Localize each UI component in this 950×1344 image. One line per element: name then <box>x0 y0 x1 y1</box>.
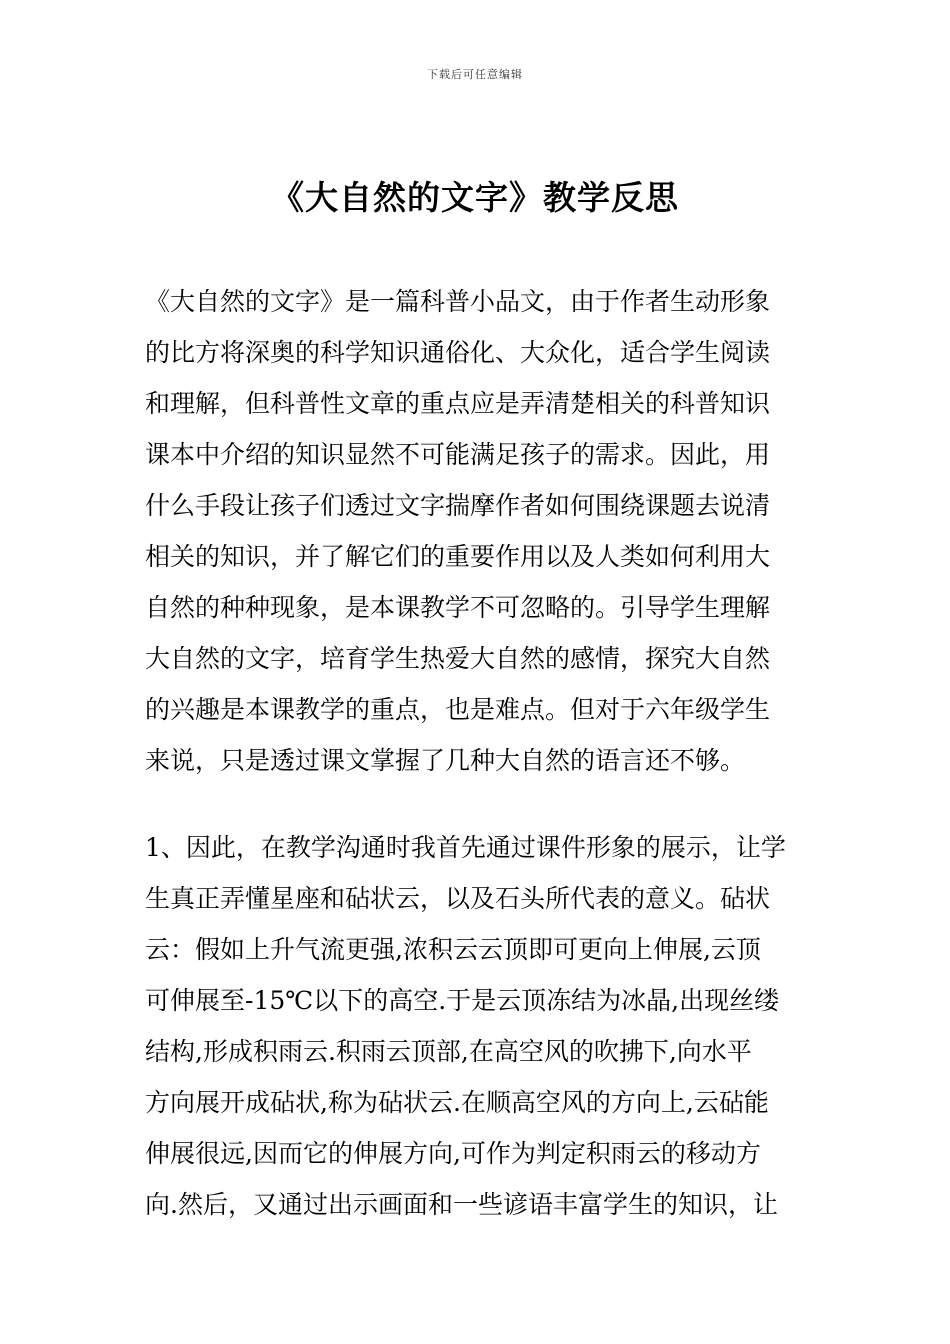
download-note: 下载后可任意编辑 <box>427 68 523 81</box>
paragraph-line: 什么手段让孩子们透过文字揣摩作者如何围绕课题去说清 <box>145 491 771 520</box>
paragraph-line: 的兴趣是本课教学的重点，也是难点。但对于六年级学生 <box>145 695 771 724</box>
paragraph-line: 《大自然的文字》是一篇科普小品文，由于作者生动形象 <box>145 287 771 316</box>
paragraph-line: 来说，只是透过课文掌握了几种大自然的语言还不够。 <box>145 746 746 775</box>
paragraph-line: 可伸展至-15℃以下的高空.于是云顶冻结为冰晶,出现丝缕 <box>145 986 780 1015</box>
paragraph-section-1 <box>145 822 807 1230</box>
paragraph-line: 方向展开成砧状,称为砧状云.在顺高空风的方向上,云砧能 <box>145 1088 769 1117</box>
paragraph-line: 的比方将深奥的科学知识通俗化、大众化，适合学生阅读 <box>145 338 771 367</box>
paragraph-line: 和理解，但科普性文章的重点应是弄清楚相关的科普知识 <box>145 389 771 418</box>
paragraph-line: 向.然后，又通过出示画面和一些谚语丰富学生的知识，让 <box>145 1190 778 1219</box>
paragraph-line: 生真正弄懂星座和砧状云，以及石头所代表的意义。砧状 <box>145 884 771 913</box>
paragraph-line: 自然的种种现象，是本课教学不可忽略的。引导学生理解 <box>145 593 771 622</box>
paragraph-line: 伸展很远,因而它的伸展方向,可作为判定积雨云的移动方 <box>145 1139 761 1168</box>
paragraph-line: 课本中介绍的知识显然不可能满足孩子的需求。因此，用 <box>145 440 771 469</box>
page-title: 《大自然的文字》教学反思 <box>271 178 679 217</box>
paragraph-line: 大自然的文字，培育学生热爱大自然的感情，探究大自然 <box>145 644 771 673</box>
paragraph-line: 1、因此，在教学沟通时我首先通过课件形象的展示，让学 <box>145 833 786 862</box>
paragraph-line: 云：假如上升气流更强,浓积云云顶即可更向上伸展,云顶 <box>145 935 761 964</box>
paragraph-line: 相关的知识，并了解它们的重要作用以及人类如何利用大 <box>145 542 771 571</box>
paragraph-intro <box>145 276 807 786</box>
paragraph-line: 结构,形成积雨云.积雨云顶部,在高空风的吹拂下,向水平 <box>145 1037 752 1066</box>
